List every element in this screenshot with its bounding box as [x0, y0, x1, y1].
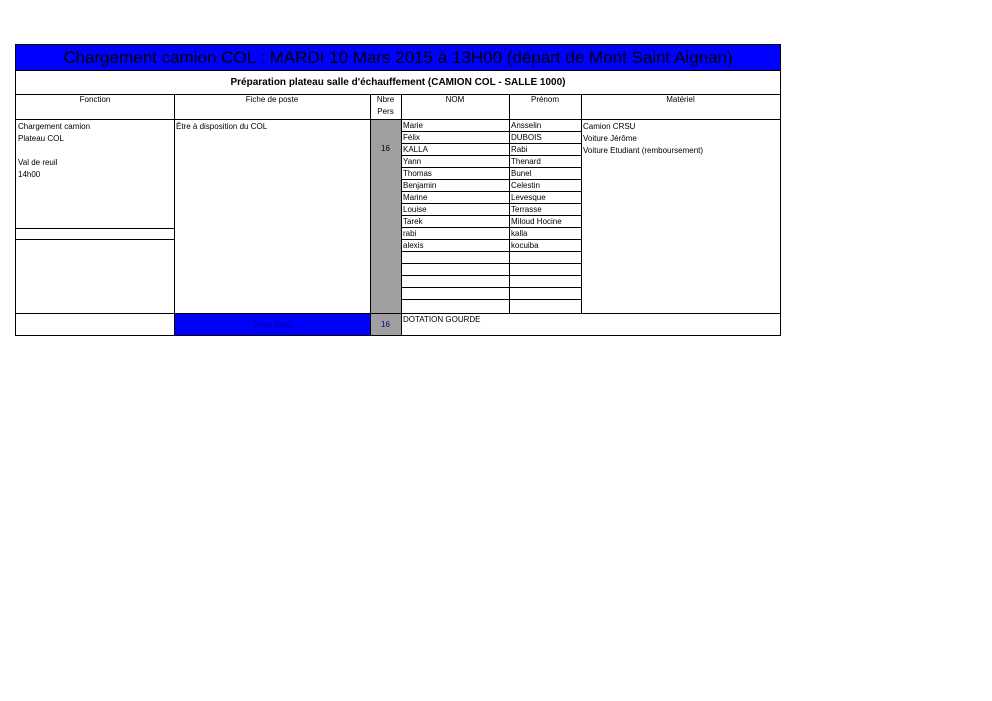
- header-fiche-de-poste: Fiche de poste: [245, 95, 299, 104]
- header-nom: NOM: [445, 95, 465, 104]
- person-nom: rabi: [403, 229, 417, 238]
- person-prenom: Ansselin: [511, 121, 542, 130]
- row-divider: [401, 167, 581, 168]
- fonction-divider: [16, 228, 174, 229]
- fonction-line: Chargement camion: [18, 122, 91, 131]
- person-nom: Thomas: [403, 169, 432, 178]
- header-pers: Pers: [377, 107, 394, 116]
- person-prenom: Levesque: [511, 193, 546, 202]
- planning-sheet: [15, 44, 781, 336]
- row-divider: [401, 275, 581, 276]
- person-nom: Yann: [403, 157, 422, 166]
- nbre-value: 16: [381, 144, 390, 153]
- materiel-item: Camion CRSU: [583, 122, 636, 131]
- row-divider: [401, 203, 581, 204]
- row-divider: [401, 143, 581, 144]
- person-nom: Félix: [403, 133, 420, 142]
- person-nom: alexis: [403, 241, 424, 250]
- materiel-item: Voiture Jérôme: [583, 134, 637, 143]
- person-prenom: kalla: [511, 229, 528, 238]
- fonction-line: 14h00: [18, 170, 41, 179]
- header-materiel: Matériel: [666, 95, 695, 104]
- person-nom: KALLA: [403, 145, 428, 154]
- row-divider: [401, 179, 581, 180]
- fonction-divider: [16, 239, 174, 240]
- row-divider: [401, 227, 581, 228]
- person-nom: Marine: [403, 193, 428, 202]
- subtotal-label: Sous-Total: [253, 320, 291, 329]
- person-nom: Louise: [403, 205, 427, 214]
- header-prenom: Prénom: [530, 95, 559, 104]
- person-prenom: Miloud Hocine: [511, 217, 562, 226]
- sheet-subtitle: Préparation plateau salle d'échauffement (CAMION COL - SALLE 1000): [16, 71, 780, 95]
- person-nom: Marie: [403, 121, 424, 130]
- header-nbre: Nbre: [376, 95, 395, 104]
- row-divider: [401, 239, 581, 240]
- col-divider: [370, 95, 371, 335]
- row-divider: [401, 155, 581, 156]
- dotation-label: DOTATION GOURDE: [403, 315, 481, 324]
- person-prenom: Rabi: [511, 145, 528, 154]
- total-value: 16: [381, 320, 390, 329]
- sheet-title: Chargement camion COL : MARDI 10 Mars 2015 à 13H00 (départ de Mont Saint Aignan): [16, 45, 780, 71]
- row-divider: [401, 131, 581, 132]
- row-divider: [401, 251, 581, 252]
- materiel-item: Voiture Etudiant (remboursement): [583, 146, 704, 155]
- person-prenom: Bunel: [511, 169, 532, 178]
- footer-divider: [16, 313, 780, 314]
- person-prenom: kocuiba: [511, 241, 539, 250]
- person-nom: Tarek: [403, 217, 423, 226]
- person-prenom: Celestin: [511, 181, 540, 190]
- row-divider: [401, 215, 581, 216]
- row-divider: [401, 299, 581, 300]
- person-nom: Benjamin: [403, 181, 437, 190]
- person-prenom: Thenard: [511, 157, 541, 166]
- row-divider: [401, 263, 581, 264]
- row-divider: [401, 191, 581, 192]
- person-prenom: DUBOIS: [511, 133, 542, 142]
- fiche-de-poste-text: Être à disposition du COL: [176, 122, 268, 131]
- fonction-line: Val de reuil: [18, 158, 58, 167]
- person-prenom: Terrasse: [511, 205, 542, 214]
- header-fonction: Fonction: [79, 95, 111, 104]
- row-divider: [401, 287, 581, 288]
- fonction-line: Plateau COL: [18, 134, 64, 143]
